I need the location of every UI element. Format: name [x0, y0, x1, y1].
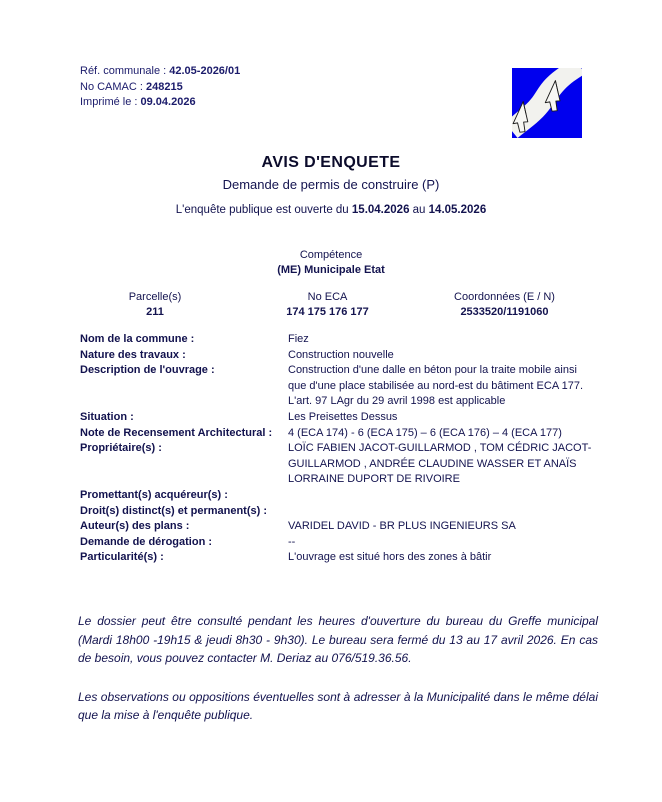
table-row [80, 441, 592, 488]
table-row [80, 504, 592, 520]
enquete-end-date: 14.05.2026 [428, 204, 487, 216]
enquete-middle-text: au [409, 204, 429, 216]
page-title: AVIS D'ENQUETE [261, 154, 401, 171]
eca-header: No ECA [307, 291, 348, 303]
detail-value-note-recensement: 4 (ECA 174) - 6 (ECA 175) – 6 (ECA 176) – 4 (ECA 177) [288, 426, 562, 439]
detail-label-situation: Situation : [80, 410, 134, 423]
table-row [80, 535, 592, 551]
parcel-column-eca [230, 290, 425, 319]
competence-value: (ME) Municipale Etat [277, 263, 385, 276]
ref-line-camac [80, 80, 240, 96]
closing-notes [78, 612, 598, 725]
detail-label-description: Description de l'ouvrage : [80, 364, 215, 377]
detail-label-note-recensement: Note de Recensement Architectural : [80, 426, 273, 439]
detail-value-derogation: -- [288, 535, 296, 548]
table-row [80, 519, 592, 535]
detail-label-derogation: Demande de dérogation : [80, 535, 213, 548]
document-header [80, 64, 582, 140]
competence-heading: Compétence [299, 249, 363, 261]
coordinates-header: Coordonnées (E / N) [454, 291, 555, 303]
detail-label-commune: Nom de la commune : [80, 333, 195, 345]
table-row [80, 488, 592, 504]
ref-printed-value: 09.04.2026 [140, 96, 196, 108]
note-paragraph-consultation: Le dossier peut être consulté pendant les heures d'ouverture du bureau du Greffe municipal (Mardi 18h00 -19h15 & jeudi 8h30 - 9h30). Le bureau sera fermé du 13 au 17 avril 2026. En cas de besoin, vous pouvez contacter M. Deriaz au 076/519.36.56. [78, 614, 598, 665]
eca-value: 174 175 176 177 [286, 305, 369, 318]
ref-communale-value: 42.05-2026/01 [169, 65, 241, 77]
note-paragraph-oppositions: Les observations ou oppositions éventuelles sont à adresser à la Municipalité dans le même délai que la mise à l'enquête publique. [78, 689, 598, 722]
competence-block [0, 248, 662, 277]
parcelle-header: Parcelle(s) [128, 291, 182, 303]
commune-coat-of-arms-icon [512, 68, 582, 138]
ref-communale-label: Réf. communale : [80, 65, 170, 77]
parcel-column-parcelle [80, 290, 230, 319]
coordinates-value: 2533520/1191060 [460, 305, 549, 318]
detail-value-nature-travaux: Construction nouvelle [288, 348, 394, 361]
table-row [80, 426, 592, 442]
detail-label-promettants: Promettant(s) acquéreur(s) : [80, 488, 228, 501]
page-subtitle: Demande de permis de construire (P) [222, 177, 440, 192]
reference-block [80, 64, 240, 111]
parcel-summary-row [80, 290, 584, 319]
detail-value-commune: Fiez [288, 333, 309, 345]
detail-value-auteur-plans: VARIDEL DAVID - BR PLUS INGENIEURS SA [288, 520, 516, 533]
table-row [80, 363, 592, 410]
ref-camac-label: No CAMAC : [80, 80, 147, 93]
ref-line-communale [80, 64, 240, 80]
detail-label-droits-distincts: Droit(s) distinct(s) et permanent(s) : [80, 504, 268, 517]
ref-camac-value: 248215 [146, 80, 183, 93]
detail-label-auteur-plans: Auteur(s) des plans : [80, 520, 190, 533]
parcel-column-coordinates [425, 290, 584, 319]
detail-label-proprietaires: Propriétaire(s) : [80, 442, 162, 455]
ref-line-printed [80, 95, 240, 111]
table-row [80, 332, 592, 348]
detail-label-particularites: Particularité(s) : [80, 551, 164, 564]
enquete-period-line [0, 204, 662, 216]
detail-value-particularites: L'ouvrage est situé hors des zones à bâtir [288, 551, 492, 564]
detail-value-proprietaires: LOÏC FABIEN JACOT-GUILLARMOD , TOM CÉDRIC JACOT-GUILLARMOD , ANDRÉE CLAUDINE WASSER ET ANAÏS LORRAINE DUPORT DE RIVOIRE [288, 442, 592, 486]
detail-label-nature-travaux: Nature des travaux : [80, 348, 186, 361]
detail-value-situation: Les Preisettes Dessus [288, 410, 398, 423]
ref-printed-label: Imprimé le : [80, 96, 141, 108]
details-table [80, 332, 592, 566]
enquete-start-date: 15.04.2026 [351, 204, 410, 216]
title-block [0, 153, 662, 193]
parcelle-value: 211 [146, 305, 164, 318]
table-row [80, 550, 592, 566]
table-row [80, 348, 592, 364]
detail-value-description: Construction d'une dalle en béton pour la traite mobile ainsi que d'une place stabilisée au nord-est du bâtiment ECA 177. L'art. 97 LAgr du 29 avril 1998 est applicable [288, 364, 584, 408]
table-row [80, 410, 592, 426]
enquete-prefix-text: L'enquête publique est ouverte du [175, 204, 352, 216]
